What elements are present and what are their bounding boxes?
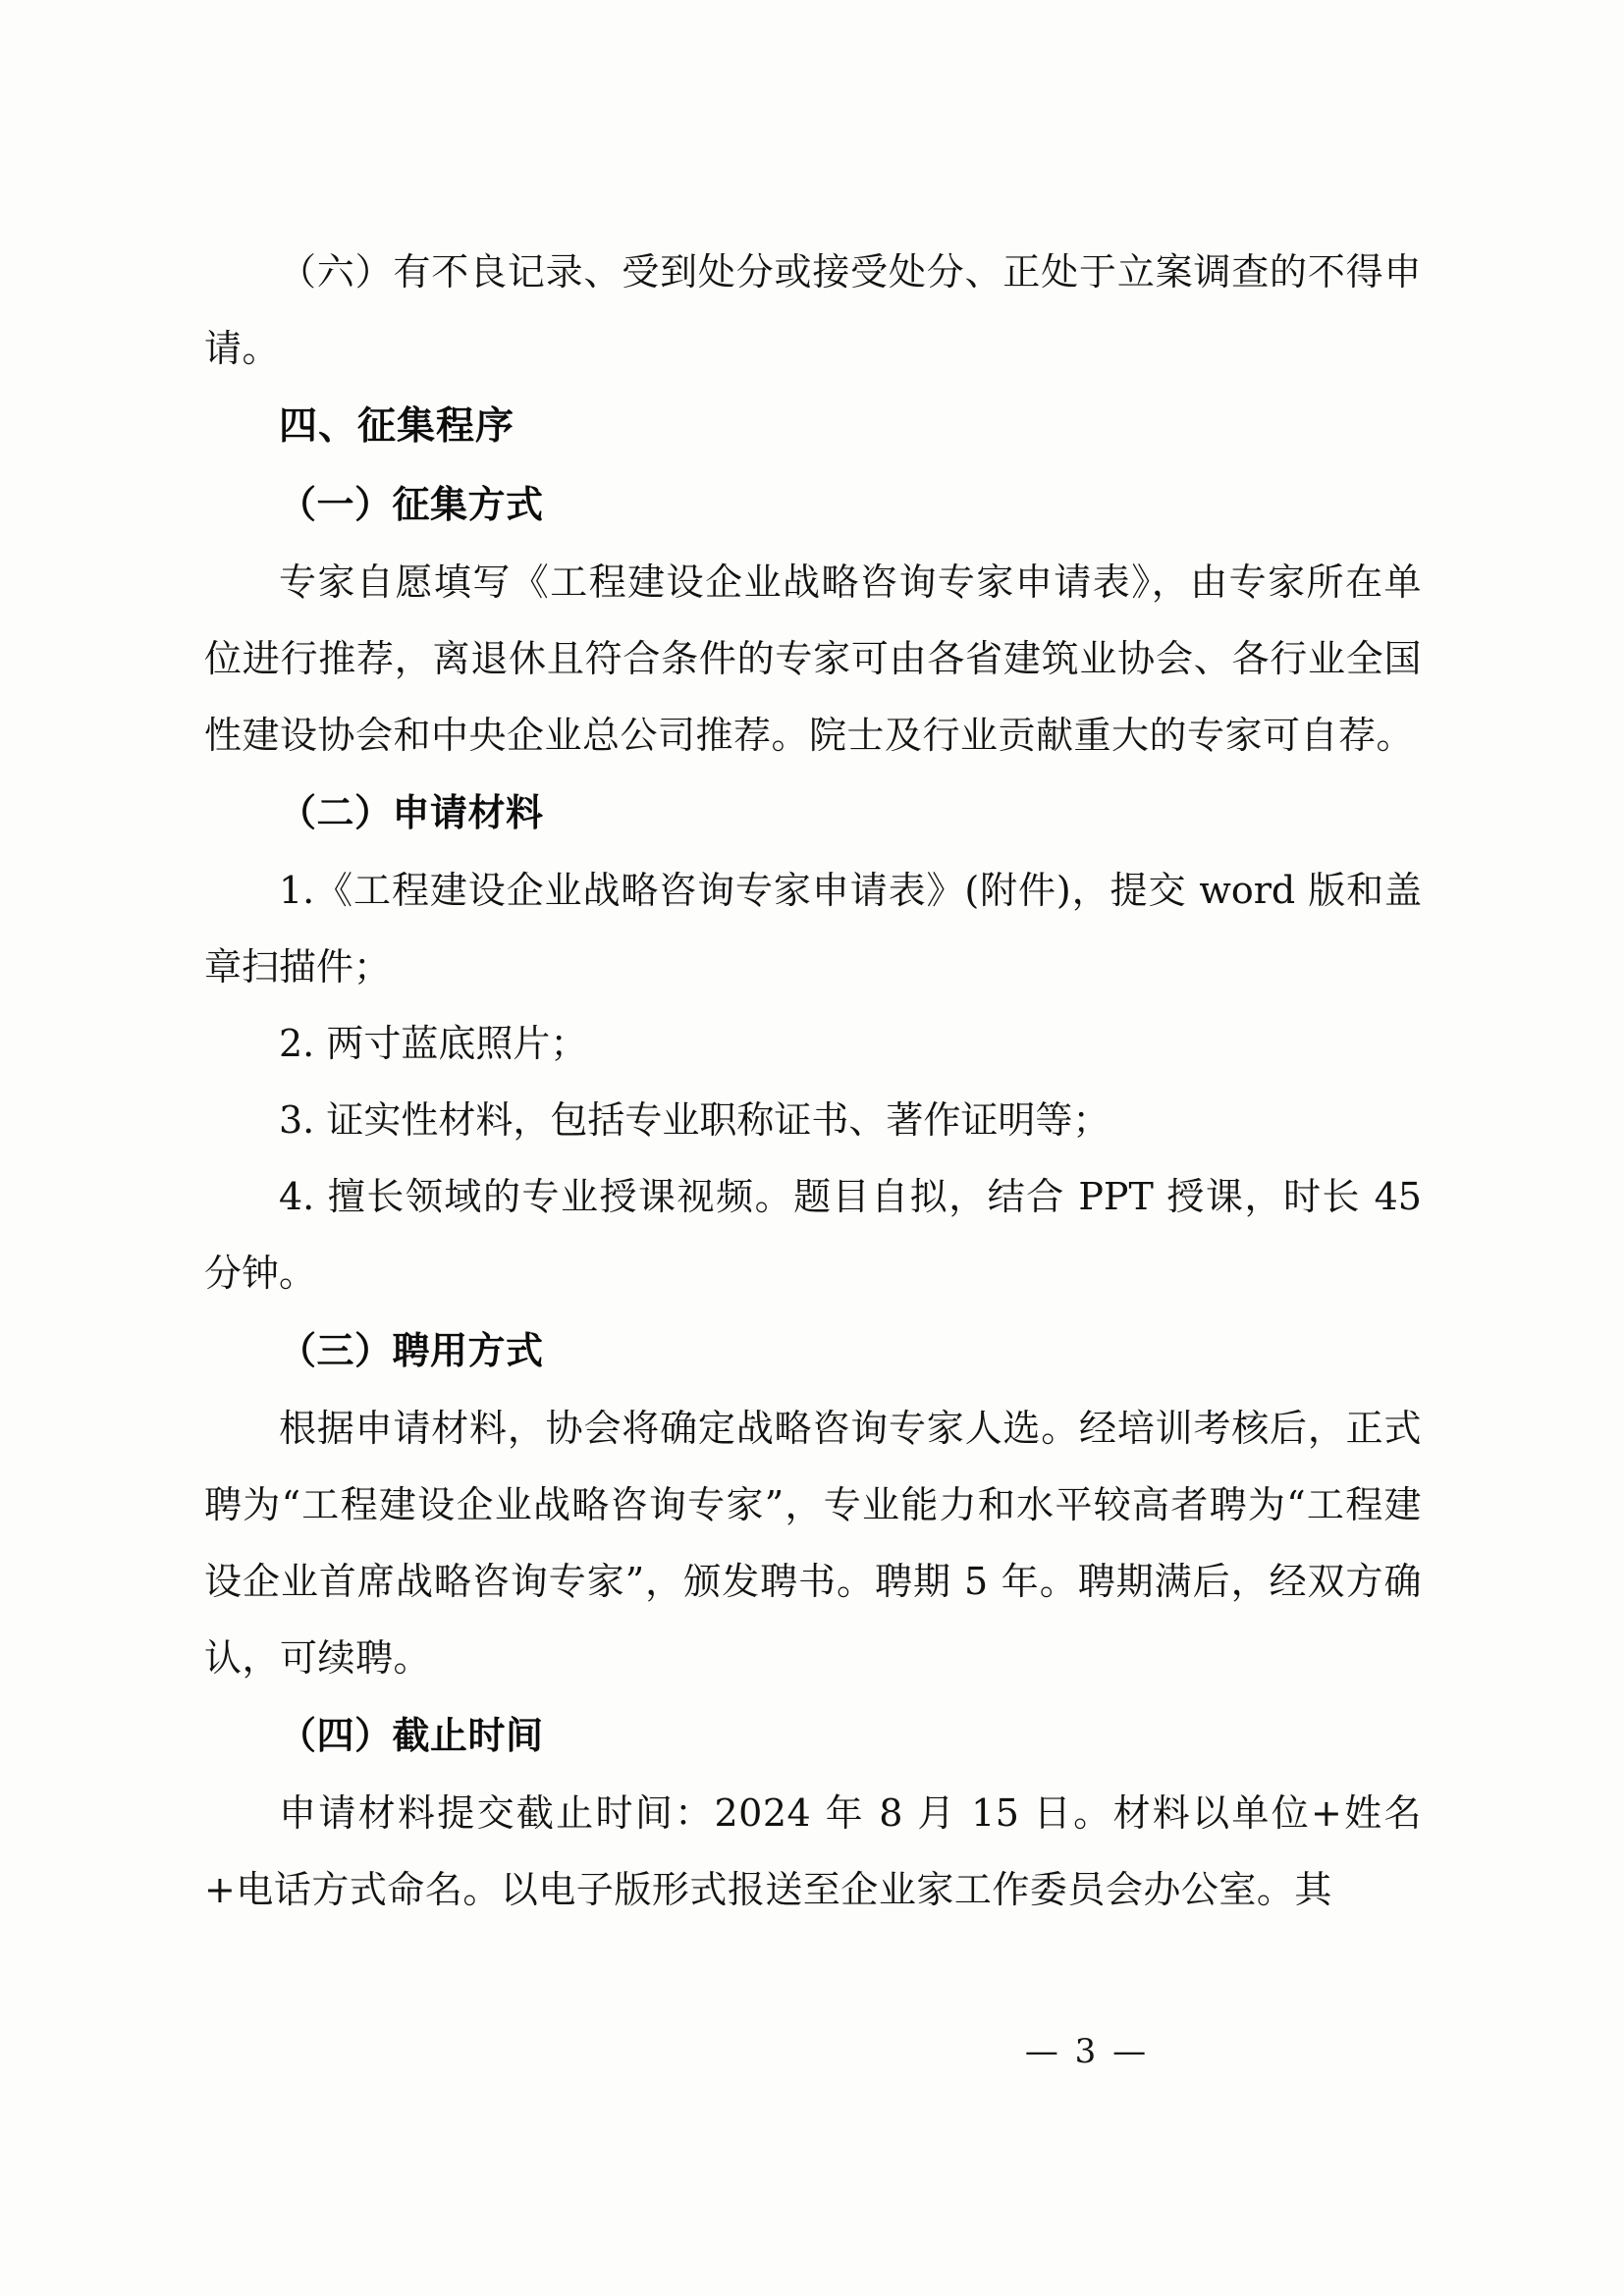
paragraph-employment-method: 根据申请材料，协会将确定战略咨询专家人选。经培训考核后，正式聘为“工程建设企业战略咨询专家”，专业能力和水平较高者聘为“工程建设企业首席战略咨询专家”，颁发聘书。聘期 5 年。聘期满后，经双方确认，可续聘。 — [204, 1407, 1422, 1680]
material-item-2: 2. 两寸蓝底照片； — [279, 1022, 588, 1065]
material-item-4: 4. 擅长领域的专业授课视频。题目自拟，结合 PPT 授课，时长 45 分钟。 — [204, 1175, 1422, 1295]
subheading-three-employment-method: （三）聘用方式 — [279, 1328, 544, 1372]
section-heading-four: 四、征集程序 — [279, 403, 515, 449]
material-item-1: 1.《工程建设企业战略咨询专家申请表》(附件)，提交 word 版和盖章扫描件； — [204, 869, 1422, 988]
material-item-3: 3. 证实性材料，包括专业职称证书、著作证明等； — [279, 1098, 1110, 1142]
page-footer — [0, 2032, 1624, 2071]
document-body — [204, 234, 1422, 1928]
clause-six: （六）有不良记录、受到处分或接受处分、正处于立案调查的不得申请。 — [204, 250, 1422, 370]
paragraph-collection-method: 专家自愿填写《工程建设企业战略咨询专家申请表》，由专家所在单位进行推荐，离退休且符合条件的专家可由各省建筑业协会、各行业全国性建设协会和中央企业总公司推荐。院士及行业贡献重大的专家可自荐。 — [204, 561, 1422, 757]
page-number: — 3 — — [1024, 2032, 1150, 2071]
paragraph-deadline: 申请材料提交截止时间：2024 年 8 月 15 日。材料以单位+姓名+电话方式命名。以电子版形式报送至企业家工作委员会办公室。其 — [204, 1791, 1422, 1911]
subheading-one-collection-method: （一）征集方式 — [279, 482, 544, 526]
subheading-four-deadline: （四）截止时间 — [279, 1713, 544, 1757]
subheading-two-application-materials: （二）申请材料 — [279, 790, 544, 834]
